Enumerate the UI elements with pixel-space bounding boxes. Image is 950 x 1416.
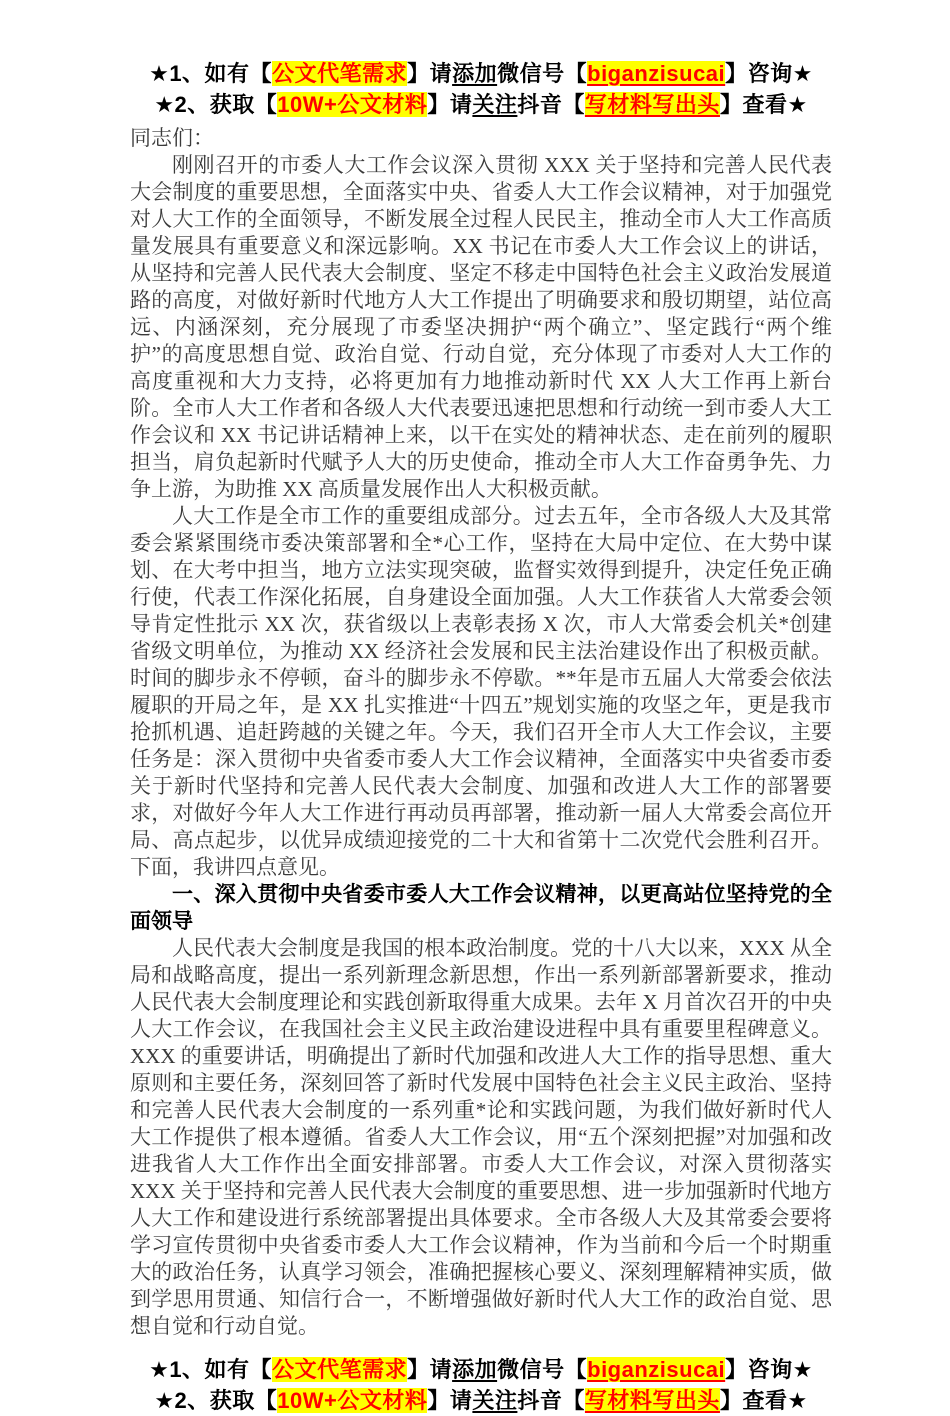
promo-underlined-add: 添加 xyxy=(452,1357,498,1382)
promo-prefix: ★2、获取【 xyxy=(154,1388,278,1413)
promo-underlined-follow: 关注 xyxy=(472,1388,518,1413)
promo-header-line-2 xyxy=(130,89,832,120)
promo-prefix: ★2、获取【 xyxy=(154,92,278,117)
paragraph-2: 人大工作是全市工作的重要组成部分。过去五年，全市各级人大及其常委会紧紧围绕市委决策部署和全*心工作，坚持在大局中定位、在大势中谋划、在大考中担当，地方立法实现突破，监督实效得到提升，决定任免正确行使，代表工作深化拓展，自身建设全面加强。人大工作获省人大常委会领导肯定性批示 XX 次，获省级以上表彰表扬 X 次，市人大常委会机关*创建省级文明单位，为推动 XX 经济社会发展和民主法治建设作出了积极贡献。时间的脚步永不停顿，奋斗的脚步永不停歇。**年是市五届人大常委会依法履职的开局之年，是 XX 扎实推进“十四五”规划实施的攻坚之年，更是我市抢抓机遇、追赶跨越的关键之年。今天，我们召开全市人大工作会议，主要任务是：深入贯彻中央省委市委人大工作会议精神，全面落实中央省委市委关于新时代坚持和完善人民代表大会制度、加强和改进人大工作的部署要求，对做好今年人大工作进行再动员再部署，推动新一届人大常委会高位开局、高点起步，以优异成绩迎接党的二十大和省第十二次党代会胜利召开。下面，我讲四点意见。 xyxy=(130,504,832,879)
promo-bracket: 】请 xyxy=(407,61,453,86)
promo-footer xyxy=(130,1354,832,1416)
promo-mid: 微信号【 xyxy=(497,1357,588,1382)
promo-highlight-service: 公文代笔需求 xyxy=(272,1357,408,1382)
promo-bracket: 】请 xyxy=(427,92,473,117)
promo-mid: 抖音【 xyxy=(517,92,585,117)
promo-highlight-wechat-id: biganzisucai xyxy=(587,61,726,86)
promo-suffix: 】查看★ xyxy=(719,92,808,117)
promo-bracket: 】请 xyxy=(427,1388,473,1413)
salutation: 同志们： xyxy=(130,126,214,150)
promo-prefix: ★1、如有【 xyxy=(149,1357,273,1382)
promo-highlight-materials: 10W+公文材料 xyxy=(277,92,428,117)
promo-header xyxy=(130,58,832,120)
promo-suffix: 】咨询★ xyxy=(725,61,813,86)
promo-highlight-materials: 10W+公文材料 xyxy=(277,1388,428,1413)
promo-highlight-douyin-name: 写材料写出头 xyxy=(584,92,720,117)
promo-underlined-follow: 关注 xyxy=(472,92,518,117)
document-body xyxy=(130,125,832,1340)
paragraph-1: 刚刚召开的市委人大工作会议深入贯彻 XXX 关于坚持和完善人民代表大会制度的重要思想，全面落实中央、省委人大工作会议精神，对于加强党对人大工作的全面领导，不断发展全过程人民民主，推动全市人大工作高质量发展具有重要意义和深远影响。XX 书记在市委人大工作会议上的讲话，从坚持和完善人民代表大会制度、坚定不移走中国特色社会主义政治发展道路的高度，对做好新时代地方人大工作提出了明确要求和殷切期望，站位高远、内涵深刻，充分展现了市委坚决拥护“两个确立”、坚定践行“两个维护”的高度思想自觉、政治自觉、行动自觉，充分体现了市委对人大工作的高度重视和大力支持，必将更加有力地推动新时代 XX 人大工作再上新台阶。全市人大工作者和各级人大代表要迅速把思想和行动统一到市委人大工作会议和 XX 书记讲话精神上来，以干在实处的精神状态、走在前列的履职担当，肩负起新时代赋予人大的历史使命，推动全市人大工作奋勇争先、力争上游，为助推 XX 高质量发展作出人大积极贡献。 xyxy=(130,153,832,501)
promo-suffix: 】查看★ xyxy=(719,1388,808,1413)
section-heading-1: 一、深入贯彻中央省委市委人大工作会议精神，以更高站位坚持党的全面领导 xyxy=(130,883,832,933)
promo-mid: 微信号【 xyxy=(497,61,588,86)
promo-bracket: 】请 xyxy=(407,1357,453,1382)
promo-highlight-service: 公文代笔需求 xyxy=(272,61,408,86)
promo-header-line-1 xyxy=(130,58,832,89)
promo-highlight-douyin-name: 写材料写出头 xyxy=(584,1388,720,1413)
promo-prefix: ★1、如有【 xyxy=(149,61,273,86)
promo-highlight-wechat-id: biganzisucai xyxy=(587,1357,726,1382)
promo-suffix: 】咨询★ xyxy=(725,1357,813,1382)
promo-underlined-add: 添加 xyxy=(452,61,498,86)
promo-footer-line-2 xyxy=(130,1385,832,1416)
promo-mid: 抖音【 xyxy=(517,1388,585,1413)
promo-footer-line-1 xyxy=(130,1354,832,1385)
paragraph-3: 人民代表大会制度是我国的根本政治制度。党的十八大以来，XXX 从全局和战略高度，提出一系列新理念新思想，作出一系列新部署新要求，推动人民代表大会制度理论和实践创新取得重大成果。去年 X 月首次召开的中央人大工作会议，在我国社会主义民主政治建设进程中具有重要里程碑意义。XXX 的重要讲话，明确提出了新时代加强和改进人大工作的指导思想、重大原则和主要任务，深刻回答了新时代发展中国特色社会主义民主政治、坚持和完善人民代表大会制度的一系列重*论和实践问题，为我们做好新时代人大工作提供了根本遵循。省委人大工作会议，用“五个深刻把握”对加强和改进我省人大工作作出全面安排部署。市委人大工作会议，对深入贯彻落实 XXX 关于坚持和完善人民代表大会制度的重要思想、进一步加强新时代地方人大工作和建设进行系统部署提出具体要求。全市各级人大及其常委会要将学习宣传贯彻中央省委市委人大工作会议精神，作为当前和今后一个时期重大的政治任务，认真学习领会，准确把握核心要义、深刻理解精神实质，做到学思用贯通、知信行合一，不断增强做好新时代人大工作的政治自觉、思想自觉和行动自觉。 xyxy=(130,936,832,1338)
